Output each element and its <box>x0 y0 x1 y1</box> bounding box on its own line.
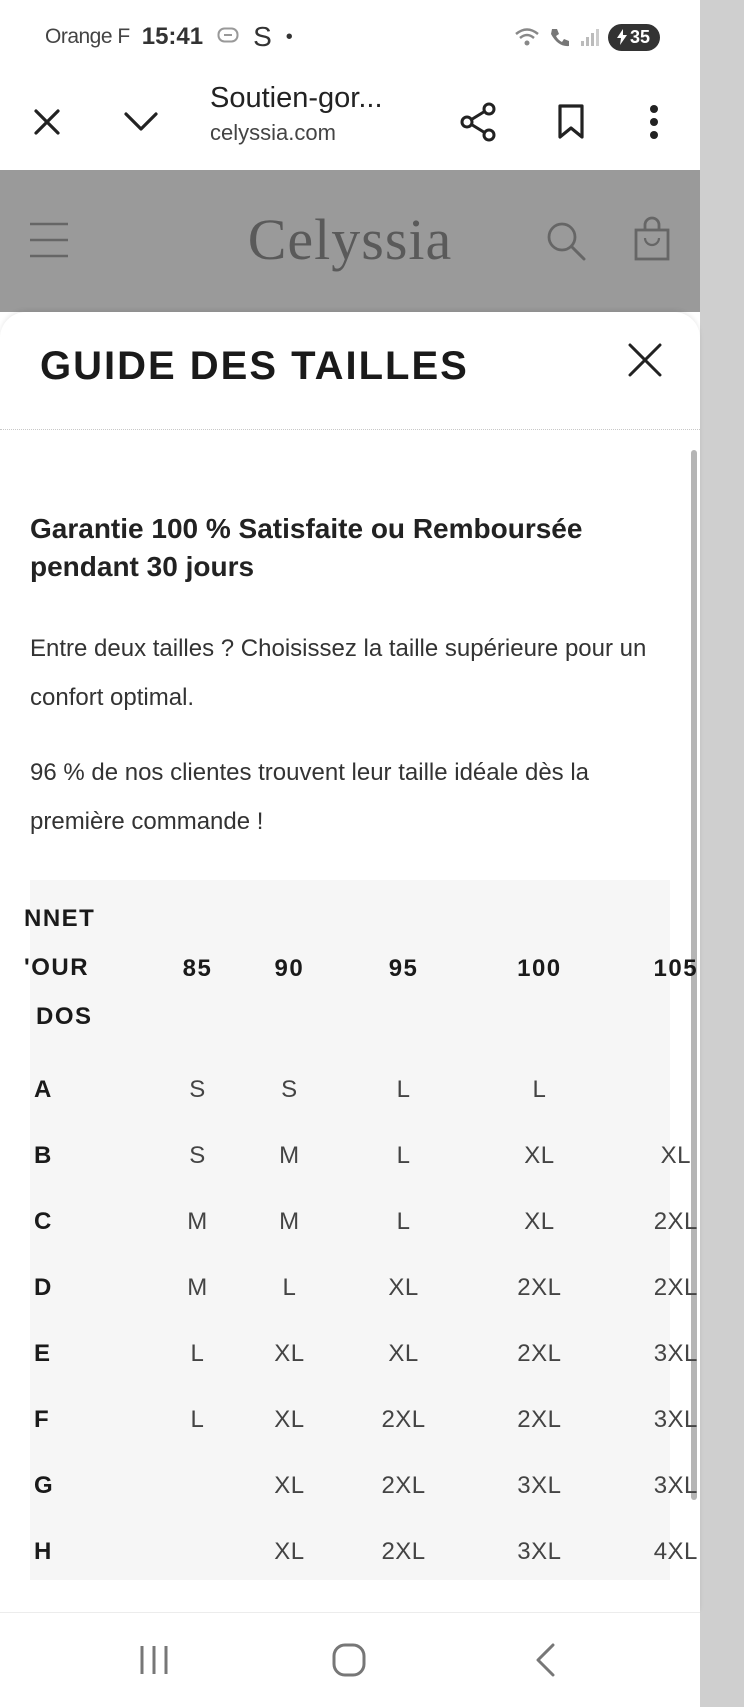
table-cell: 3XL <box>517 1538 562 1565</box>
wifi-call-icon <box>548 26 572 48</box>
table-cell: XL <box>274 1472 305 1499</box>
size-tip-text: Entre deux tailles ? Choisissez la taille supérieure pour un confort optimal. <box>30 635 647 711</box>
fit-stat-text: 96 % de nos clientes trouvent leur taille idéale dès la première commande ! <box>30 759 590 835</box>
modal-body[interactable] <box>0 430 700 1612</box>
table-cell: S <box>189 1076 206 1103</box>
browser-toolbar <box>0 74 700 170</box>
site-logo: Celyssia <box>247 207 453 272</box>
back-icon <box>533 1642 557 1678</box>
table-cell: L <box>190 1340 205 1367</box>
page-info[interactable] <box>210 78 383 148</box>
row-header: B <box>34 1142 52 1169</box>
chat-bubble-icon <box>217 27 239 47</box>
search-button[interactable] <box>545 220 587 262</box>
size-table <box>24 880 744 1585</box>
table-cell: S <box>189 1142 206 1169</box>
table-cell: XL <box>660 1142 691 1169</box>
table-cell: 2XL <box>381 1472 426 1499</box>
table-cell <box>608 1057 744 1123</box>
row-header: G <box>34 1472 54 1499</box>
battery-indicator <box>608 24 660 51</box>
bookmark-icon <box>556 103 586 141</box>
row-header: C <box>34 1208 52 1235</box>
share-icon <box>458 102 498 142</box>
notification-dot: • <box>285 25 293 48</box>
table-row <box>24 1255 744 1321</box>
table-row <box>24 1189 744 1255</box>
table-cell: M <box>279 1142 300 1169</box>
charging-bolt-icon <box>616 29 628 45</box>
back-button[interactable] <box>515 1635 575 1685</box>
table-cell: L <box>396 1208 411 1235</box>
close-tab-button[interactable] <box>22 97 72 147</box>
corner-line: 'OUR <box>24 954 90 981</box>
table-cell: L <box>190 1406 205 1433</box>
table-cell: XL <box>274 1406 305 1433</box>
home-button[interactable] <box>319 1635 379 1685</box>
table-cell <box>152 1453 243 1519</box>
table-cell: XL <box>274 1538 305 1565</box>
table-cell: M <box>187 1208 208 1235</box>
table-cell: XL <box>524 1208 555 1235</box>
row-header: H <box>34 1538 52 1565</box>
battery-level: 35 <box>629 26 650 47</box>
table-cell: 2XL <box>381 1406 426 1433</box>
minimize-button[interactable] <box>116 97 166 147</box>
table-cell: 2XL <box>653 1274 698 1301</box>
modal-title: GUIDE DES TAILLES <box>40 344 469 388</box>
corner-line: NNET <box>24 905 96 932</box>
page-title: Soutien-gor... <box>210 82 383 114</box>
menu-button[interactable] <box>28 220 70 260</box>
corner-line: DOS <box>36 1003 93 1030</box>
close-icon <box>627 342 663 378</box>
system-nav-bar <box>0 1612 700 1707</box>
notification-icons <box>217 21 293 53</box>
table-cell: XL <box>524 1142 555 1169</box>
table-cell: 3XL <box>517 1472 562 1499</box>
table-cell: 2XL <box>517 1340 562 1367</box>
share-button[interactable] <box>453 97 503 147</box>
row-header: A <box>34 1076 52 1103</box>
size-table-container[interactable] <box>24 880 699 1580</box>
wifi-icon <box>514 27 540 47</box>
bookmark-button[interactable] <box>546 97 596 147</box>
column-header: 95 <box>388 954 419 982</box>
table-row <box>24 1519 744 1585</box>
table-cell: L <box>532 1076 547 1103</box>
guarantee-heading: Garantie 100 % Satisfaite ou Remboursée pendant 30 jours <box>30 513 583 582</box>
modal-header <box>0 312 700 430</box>
site-header <box>0 170 700 312</box>
chevron-down-icon <box>123 110 159 134</box>
carrier-name: Orange F <box>45 25 130 48</box>
table-row <box>24 1057 744 1123</box>
table-row <box>24 1453 744 1519</box>
menu-icon <box>28 220 70 260</box>
table-cell: 3XL <box>653 1472 698 1499</box>
search-icon <box>545 220 587 262</box>
table-row <box>24 1123 744 1189</box>
table-row <box>24 1387 744 1453</box>
corner-header <box>24 880 152 1057</box>
table-cell: XL <box>388 1274 419 1301</box>
home-icon <box>331 1642 367 1678</box>
row-header: D <box>34 1274 52 1301</box>
table-cell: XL <box>388 1340 419 1367</box>
table-cell <box>152 1519 243 1585</box>
table-cell: 2XL <box>381 1538 426 1565</box>
table-cell: L <box>396 1142 411 1169</box>
table-cell: S <box>281 1076 298 1103</box>
recents-icon <box>137 1644 171 1676</box>
modal-close-button[interactable] <box>627 342 677 392</box>
recents-button[interactable] <box>124 1635 184 1685</box>
cart-button[interactable] <box>632 216 672 262</box>
more-options-button[interactable] <box>629 97 679 147</box>
close-icon <box>32 107 62 137</box>
table-cell: 2XL <box>517 1406 562 1433</box>
page-url: celyssia.com <box>210 120 336 145</box>
table-cell: M <box>279 1208 300 1235</box>
column-header: 105 <box>653 954 699 982</box>
table-header-row <box>24 880 744 1057</box>
table-cell: 2XL <box>517 1274 562 1301</box>
table-row <box>24 1321 744 1387</box>
table-cell: L <box>396 1076 411 1103</box>
column-header: 85 <box>182 954 213 982</box>
table-cell: XL <box>274 1340 305 1367</box>
table-cell: 3XL <box>653 1406 698 1433</box>
table-cell: L <box>282 1274 297 1301</box>
table-cell: M <box>187 1274 208 1301</box>
size-guide-modal <box>0 312 700 1612</box>
system-icons <box>514 24 660 51</box>
table-cell: 4XL <box>653 1538 698 1565</box>
table-cell: 3XL <box>653 1340 698 1367</box>
column-header: 100 <box>517 954 562 982</box>
clock: 15:41 <box>141 23 204 50</box>
skype-icon: S <box>253 21 272 52</box>
row-header: E <box>34 1340 51 1367</box>
column-header: 90 <box>274 954 305 982</box>
table-cell: 2XL <box>653 1208 698 1235</box>
signal-icon <box>580 27 600 47</box>
row-header: F <box>34 1406 50 1433</box>
bag-icon <box>632 216 672 262</box>
more-icon <box>649 104 659 140</box>
status-bar <box>0 0 700 74</box>
